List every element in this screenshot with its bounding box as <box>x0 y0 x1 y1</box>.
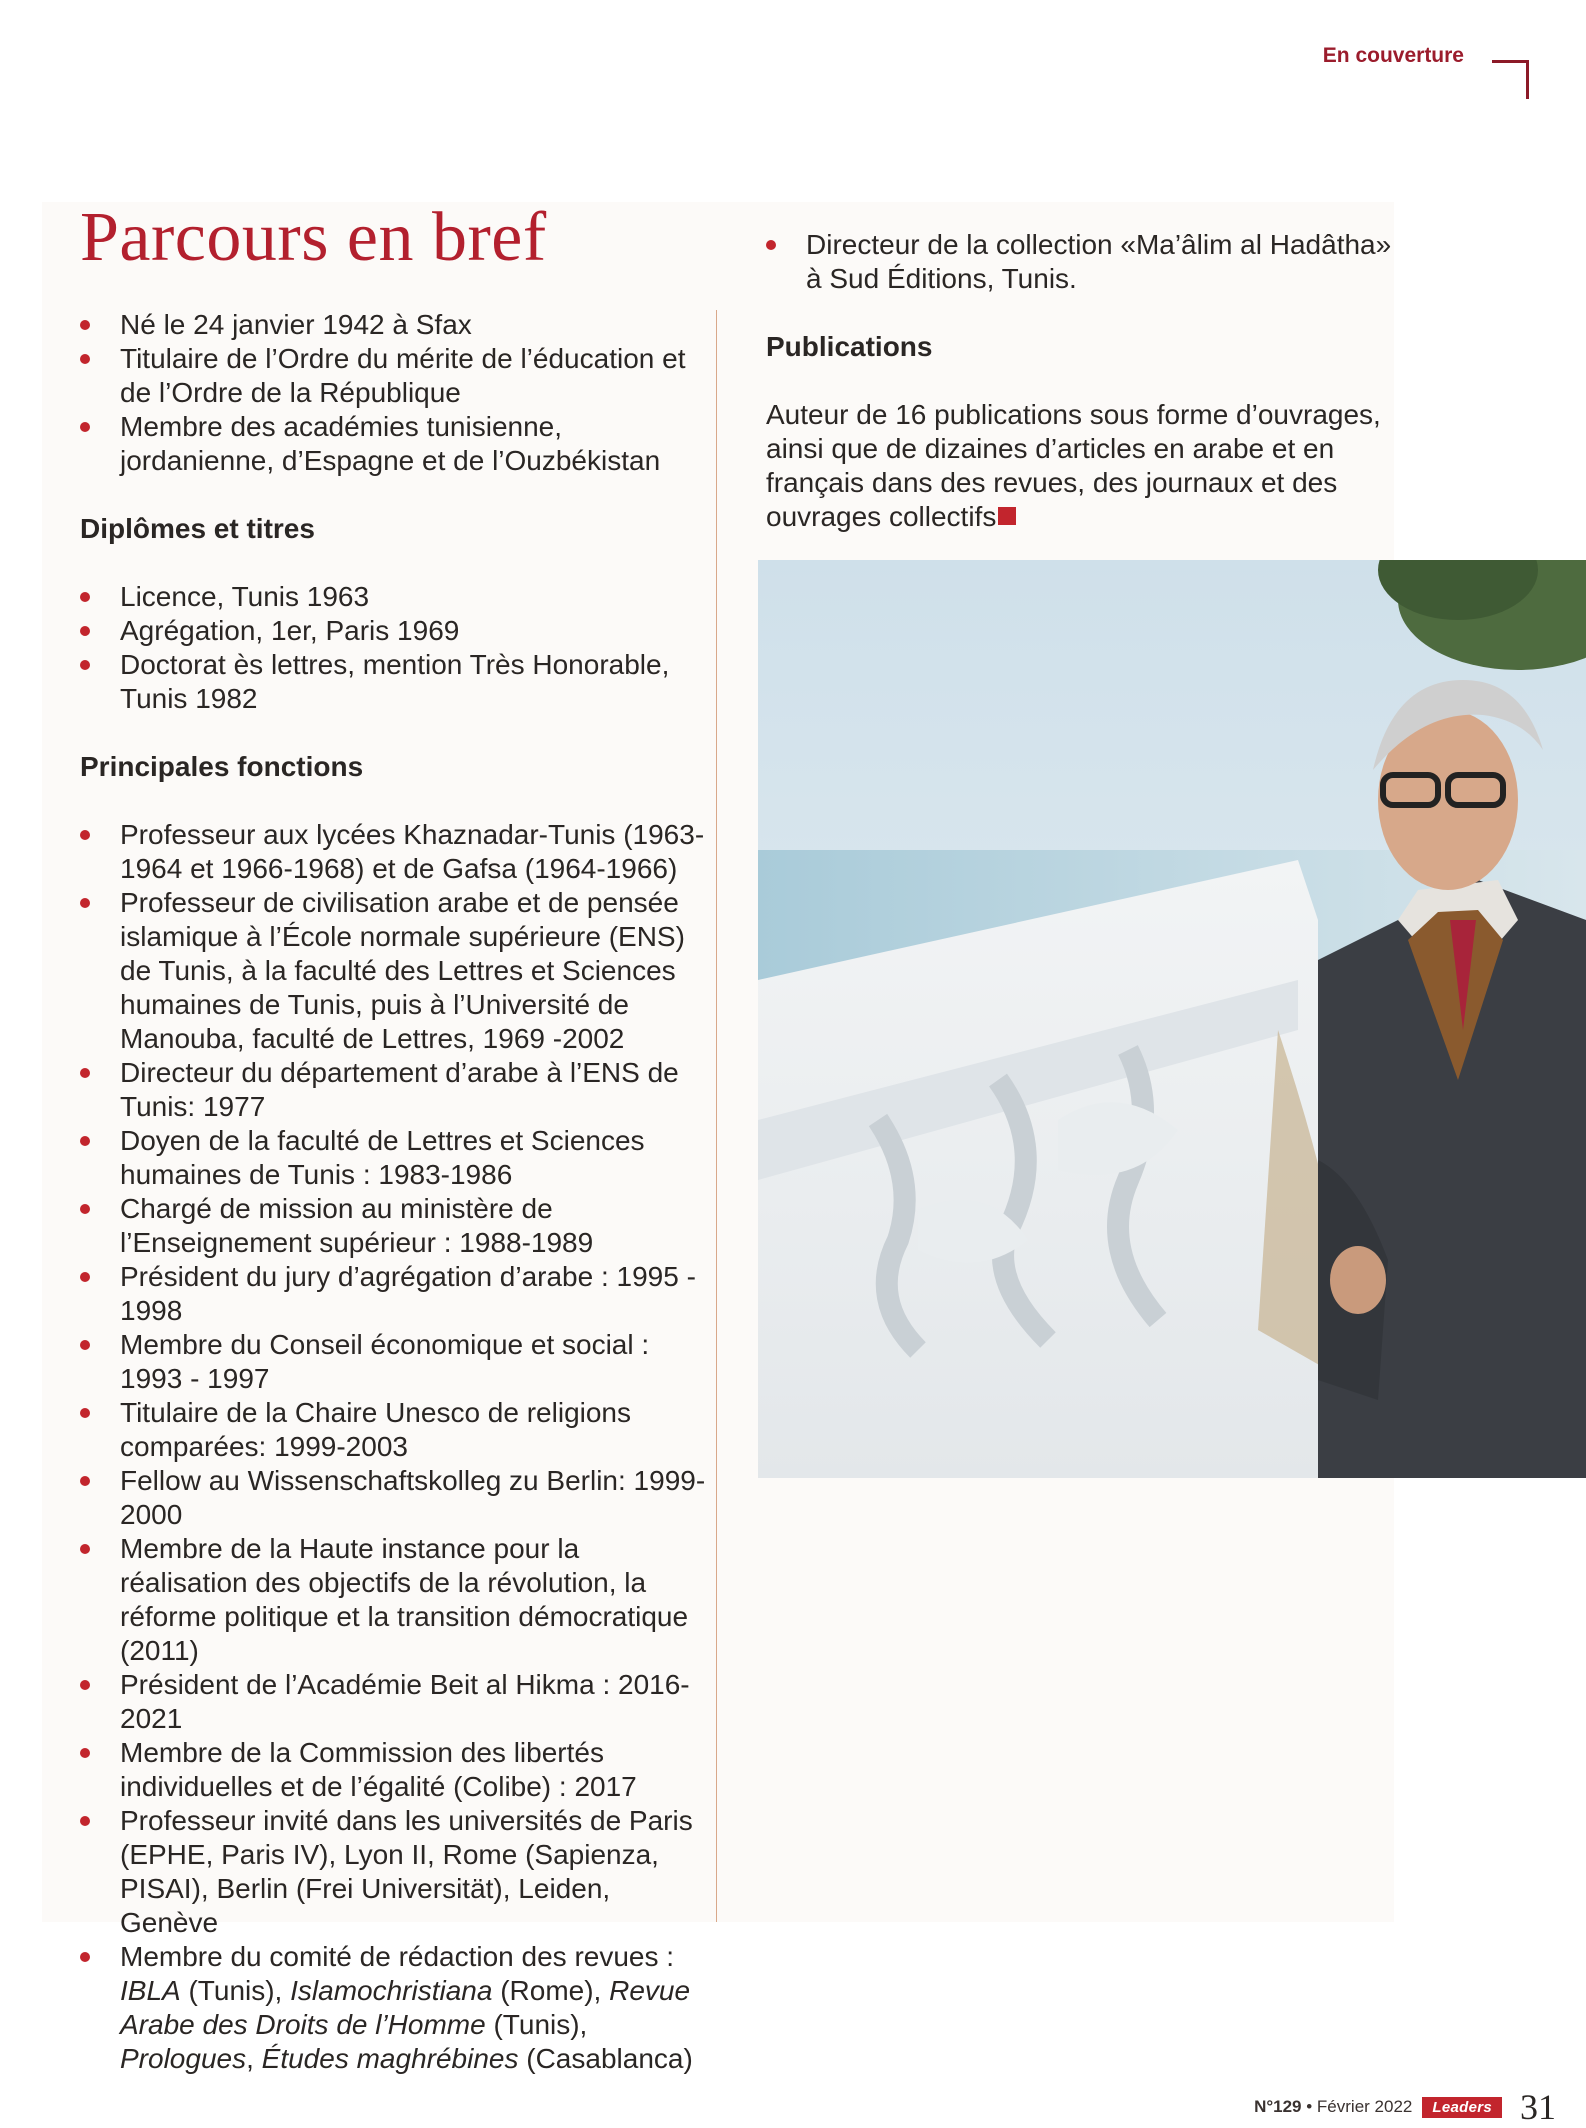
revue-title: Islamochristiana <box>290 1975 493 2006</box>
revues-lead: Membre du comité de rédaction des revues : <box>120 1941 675 1972</box>
issue-date: • Février 2022 <box>1301 2097 1413 2116</box>
revue-title: IBLA <box>120 1975 181 2006</box>
section-label: En couverture <box>1322 44 1464 67</box>
revue-title: Études maghrébines <box>261 2043 519 2074</box>
issue-number: N°129 <box>1254 2097 1302 2116</box>
list-item: Membre de la Haute instance pour la réalisation des objectifs de la révolution, la réforme politique et la transition démocratique (2011) <box>80 1532 710 1668</box>
list-item-revues <box>80 1940 710 2076</box>
list-item: Chargé de mission au ministère de l’Enseignement supérieur : 1988-1989 <box>80 1192 710 1260</box>
publications-text: Auteur de 16 publications sous forme d’ouvrages, ainsi que de dizaines d’articles en arabe et en français dans des revues, des journaux et des ouvrages collectifs <box>766 399 1381 532</box>
revue-place: (Rome), <box>492 1975 610 2006</box>
intro-list <box>80 308 710 478</box>
functions-heading: Principales fonctions <box>80 751 364 782</box>
list-item: Doctorat ès lettres, mention Très Honorable, Tunis 1982 <box>80 648 710 716</box>
list-item: Titulaire de la Chaire Unesco de religions comparées: 1999-2003 <box>80 1396 710 1464</box>
revue-title: Prologues <box>120 2043 247 2074</box>
list-item: Membre de la Commission des libertés individuelles et de l’égalité (Colibe) : 2017 <box>80 1736 710 1804</box>
revue-place: (Casablanca) <box>518 2043 693 2074</box>
list-item: Professeur invité dans les universités de Paris (EPHE, Paris IV), Lyon II, Rome (Sapienza, PISAI), Berlin (Frei Universität), Leiden, Genève <box>80 1804 710 1940</box>
portrait-photo <box>758 560 1586 1478</box>
list-item: Fellow au Wissenschaftskolleg zu Berlin: 1999-2000 <box>80 1464 710 1532</box>
list-item: Titulaire de l’Ordre du mérite de l’éducation et de l’Ordre de la République <box>80 342 710 410</box>
leaders-end-mark-icon <box>998 507 1016 525</box>
list-item: Membre du Conseil économique et social : 1993 - 1997 <box>80 1328 710 1396</box>
page-footer <box>1254 2086 1556 2128</box>
list-item: Doyen de la faculté de Lettres et Sciences humaines de Tunis : 1983-1986 <box>80 1124 710 1192</box>
list-item: Directeur du département d’arabe à l’ENS de Tunis: 1977 <box>80 1056 710 1124</box>
page-title: Parcours en bref <box>80 199 547 276</box>
list-item: Professeur aux lycées Khaznadar-Tunis (1963-1964 et 1966-1968) et de Gafsa (1964-1966) <box>80 818 710 886</box>
brand-logo: Leaders <box>1422 2097 1502 2118</box>
left-column <box>80 308 710 2076</box>
revue-place: (Tunis), <box>485 2009 588 2040</box>
functions-list <box>80 818 710 2076</box>
column-divider <box>716 310 717 1922</box>
list-item: Licence, Tunis 1963 <box>80 580 710 614</box>
right-column <box>766 228 1398 534</box>
list-item: Président du jury d’agrégation d’arabe : 1995 - 1998 <box>80 1260 710 1328</box>
diplomas-heading: Diplômes et titres <box>80 513 315 544</box>
publications-paragraph <box>766 398 1398 534</box>
list-item: Professeur de civilisation arabe et de pensée islamique à l’École normale supérieure (ENS) de Tunis, à la faculté des Lettres et Sciences humaines de Tunis, puis à l’Université de Manouba, faculté de Lettres, 1969 -2002 <box>80 886 710 1056</box>
list-item: Directeur de la collection «Ma’âlim al Hadâtha» à Sud Éditions, Tunis. <box>766 228 1398 296</box>
revue-separator: , <box>246 2043 262 2074</box>
list-item: Né le 24 janvier 1942 à Sfax <box>80 308 710 342</box>
list-item: Membre des académies tunisienne, jordanienne, d’Espagne et de l’Ouzbékistan <box>80 410 710 478</box>
revue-place: (Tunis), <box>180 1975 291 2006</box>
page-number: 31 <box>1520 2087 1556 2127</box>
direction-list <box>766 228 1398 296</box>
list-item: Président de l’Académie Beit al Hikma : 2016-2021 <box>80 1668 710 1736</box>
revue-title: Revue Arabe des Droits de l’Homme <box>120 1975 691 2040</box>
list-item: Agrégation, 1er, Paris 1969 <box>80 614 710 648</box>
diplomas-list <box>80 580 710 716</box>
corner-mark <box>1492 60 1529 99</box>
publications-heading: Publications <box>766 331 933 362</box>
issue-info <box>1254 2097 1412 2117</box>
